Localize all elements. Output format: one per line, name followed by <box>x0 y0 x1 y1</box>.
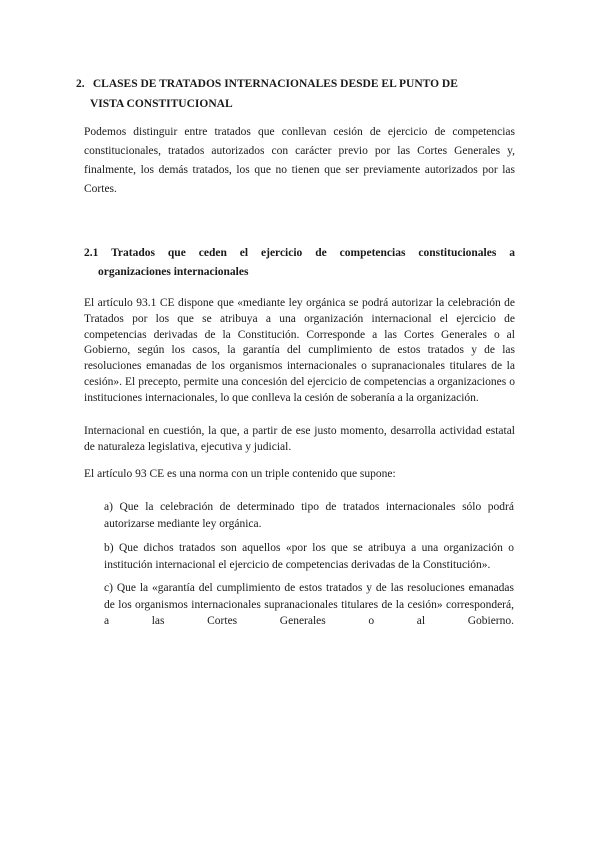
subsection-title-line1: Tratados que ceden el ejercicio de competencias constitucionales a <box>111 247 516 259</box>
list-item-a: a) Que la celebración de determinado tipo de tratados internacionales sólo podrá autorizarse mediante ley orgánica. <box>104 501 514 530</box>
section-number: 2. <box>76 78 85 90</box>
body-paragraph-3: El artículo 93 CE es una norma con un triple contenido que supone: <box>84 468 396 480</box>
body-paragraph-1: El artículo 93.1 CE dispone que «mediante ley orgánica se podrá autorizar la celebración de Tratados por los que se atribuya a una organización internacional el ejercicio de competencias derivadas de la Constitución. Corresponde a las Cortes Generales o al Gobierno, según los casos, la garantía del cumplimiento de estos tratados y de las resoluciones emanadas de los organismos internacionales o supranacionales titulares de la cesión». El precepto, permite una concesión del ejercicio de competencias a organizaciones o instituciones internacionales, lo que conlleva la cesión de soberanía a la organización. <box>84 297 515 404</box>
subsection-heading <box>84 244 515 282</box>
section-title-line2: VISTA CONSTITUCIONAL <box>90 98 233 110</box>
section-title-line1: CLASES DE TRATADOS INTERNACIONALES DESDE EL PUNTO DE <box>92 78 458 90</box>
subsection-number: 2.1 <box>84 247 99 259</box>
list-item-c: c) Que la «garantía del cumplimiento de estos tratados y de las resoluciones emanadas de los organismos internacionales supranacionales titulares de la cesión» corresponderá, a las Cortes Generales o al Gobierno. <box>104 582 514 627</box>
list-item-b: b) Que dichos tratados son aquellos «por los que se atribuya a una organización o institución internacional el ejercicio de competencias derivadas de la Constitución». <box>104 542 514 571</box>
subsection-title-line2: organizaciones internacionales <box>98 266 249 278</box>
body-paragraph-2: Internacional en cuestión, la que, a partir de ese justo momento, desarrolla actividad estatal de naturaleza legislativa, ejecutiva y judicial. <box>84 425 515 453</box>
section-heading <box>76 74 516 114</box>
section-intro-paragraph: Podemos distinguir entre tratados que conllevan cesión de ejercicio de competencias constitucionales, tratados autorizados con carácter previo por las Cortes Generales y, finalmente, los demás tratados, los que no tienen que ser previamente autorizados por las Cortes. <box>84 126 515 195</box>
